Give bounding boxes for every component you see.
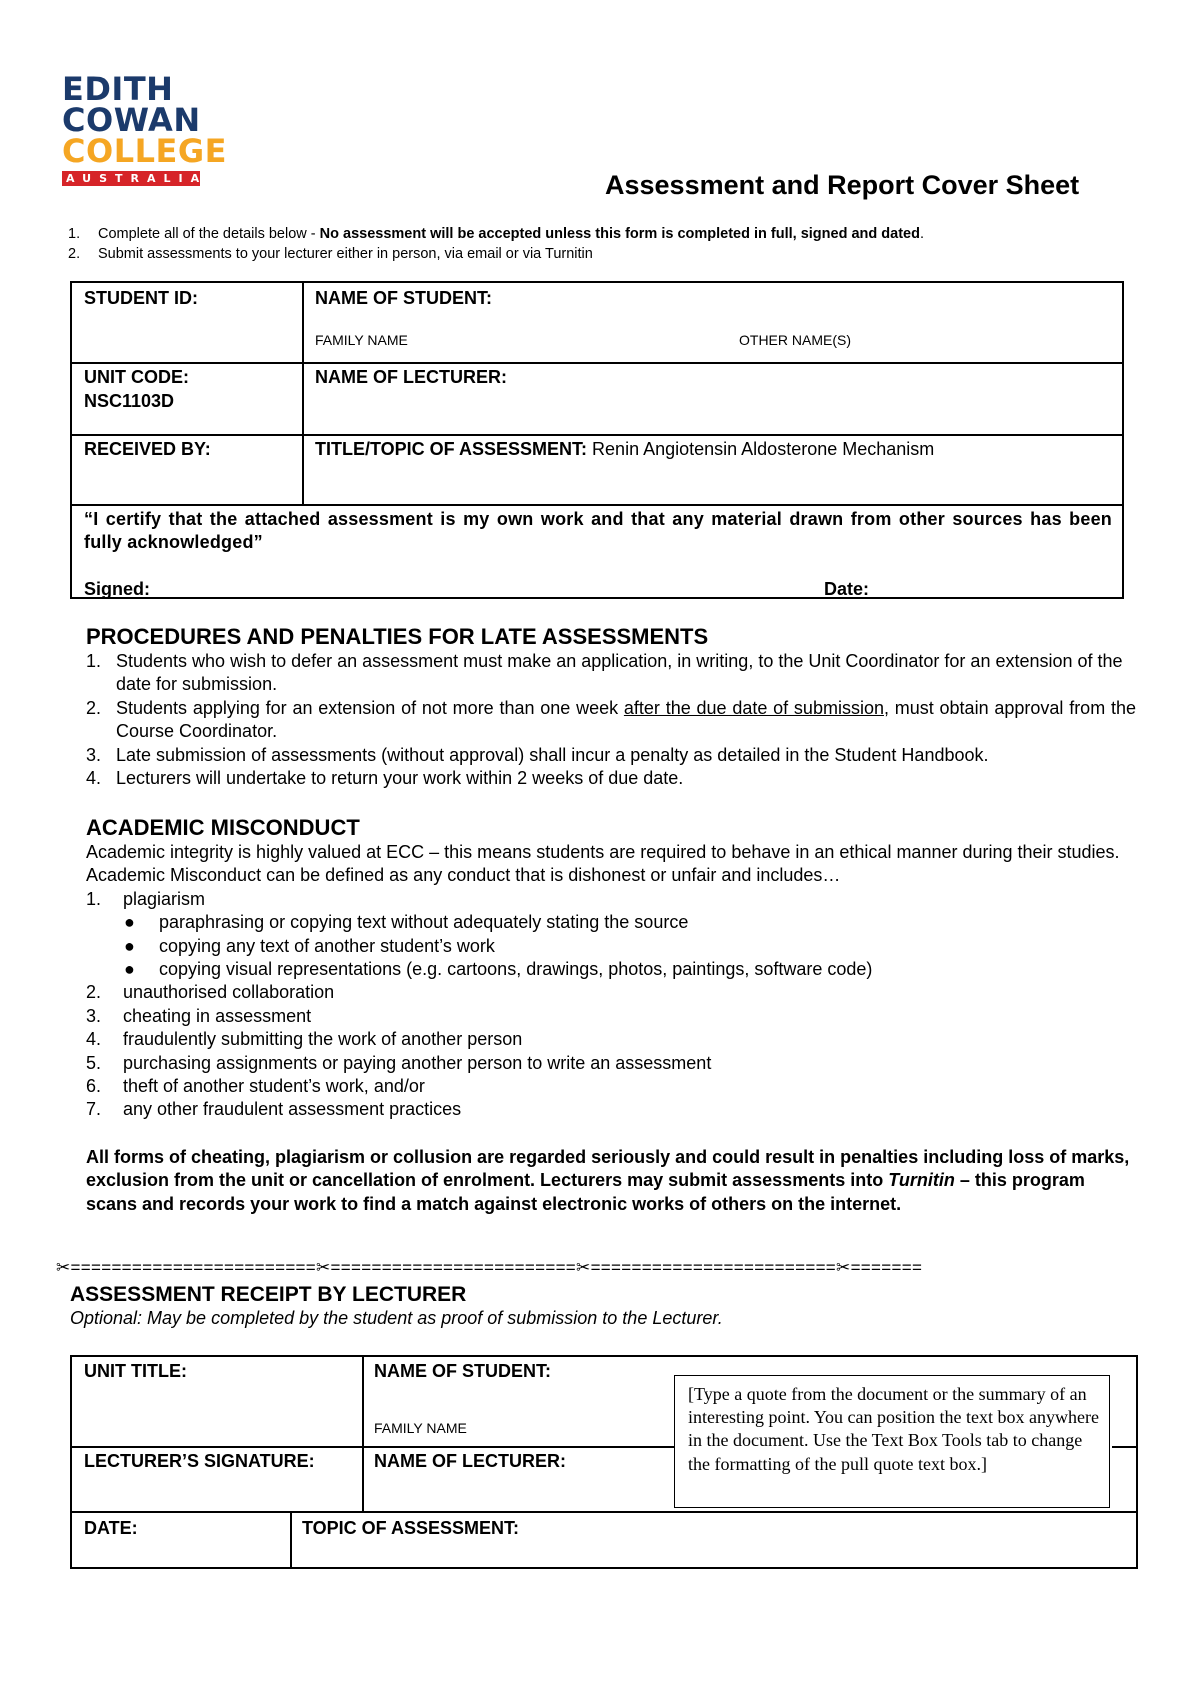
family-name-caption: FAMILY NAME <box>374 1420 467 1436</box>
assessment-topic-label: TITLE/TOPIC OF ASSESSMENT: <box>315 439 588 459</box>
section-title: PROCEDURES AND PENALTIES FOR LATE ASSESSMENTS <box>86 624 709 649</box>
student-id-field[interactable]: STUDENT ID: <box>84 288 198 308</box>
bullet-icon: ● <box>124 912 135 933</box>
item-text: Late submission of assessments (without approval) shall incur a penalty as detailed in the Student Handbook. <box>116 744 989 765</box>
instruction-bold-text: No assessment will be accepted unless this form is completed in full, signed and dated <box>319 226 920 242</box>
certification-statement: “I certify that the attached assessment is my own work and that any material drawn from other sources has been fully acknowledged” <box>84 509 1112 553</box>
list-item <box>86 1098 1136 1121</box>
item-text: cheating in assessment <box>123 1005 312 1026</box>
item-text: Students applying for an extension of not more than one week <box>116 697 624 718</box>
table-divider <box>1112 1446 1136 1448</box>
item-text: Students who wish to defer an assessment must make an application, in writing, to the Unit Coordinator for an extension of the date for submission. <box>116 651 1123 695</box>
instruction-text-end: . <box>919 226 924 242</box>
bullet-item <box>86 958 1136 981</box>
logo-line-college: COLLEGE <box>62 132 227 170</box>
item-number: 2. <box>86 697 102 718</box>
table-divider <box>290 1511 292 1567</box>
item-number: 3. <box>86 744 102 765</box>
unit-title-field[interactable]: UNIT TITLE: <box>84 1361 187 1381</box>
list-item <box>86 767 1136 790</box>
list-item <box>86 888 1136 911</box>
item-number: 5. <box>86 1052 102 1073</box>
item-text: plagiarism <box>123 888 206 909</box>
item-text: theft of another student’s work, and/or <box>123 1076 425 1097</box>
item-text: Lecturers will undertake to return your work within 2 weeks of due date. <box>116 768 684 789</box>
date-field[interactable]: Date: <box>824 579 870 599</box>
received-by-field[interactable]: RECEIVED BY: <box>84 439 211 459</box>
item-number: 4. <box>86 1029 102 1050</box>
item-number: 1. <box>86 651 102 671</box>
assessment-topic-field[interactable] <box>315 438 934 461</box>
bullet-item <box>86 911 1136 934</box>
item-text: any other fraudulent assessment practices <box>123 1099 462 1120</box>
item-number: 6. <box>86 1076 102 1097</box>
item-number: 7. <box>86 1099 102 1120</box>
item-text: fraudulently submitting the work of another person <box>123 1029 523 1050</box>
list-item <box>86 1005 1136 1028</box>
college-logo <box>62 70 227 186</box>
lecturer-name-field[interactable]: NAME OF LECTURER: <box>315 367 507 387</box>
other-names-caption: OTHER NAME(S) <box>739 332 851 348</box>
item-number: 4. <box>86 768 102 789</box>
item-number: 2. <box>86 982 102 1003</box>
cover-details-table <box>70 281 1124 599</box>
item-text: , must obtain approval from the Course Coordinator. <box>116 697 1136 742</box>
receipt-lecturer-name-field[interactable]: NAME OF LECTURER: <box>374 1451 566 1471</box>
table-divider <box>362 1357 364 1512</box>
lecturer-signature-field[interactable]: LECTURER’S SIGNATURE: <box>84 1451 315 1471</box>
list-item <box>86 981 1136 1004</box>
bullet-icon: ● <box>124 959 135 980</box>
student-name-field[interactable]: NAME OF STUDENT: <box>315 288 492 308</box>
warning-text: – this program scans and records your work to find a match against electronic works of others on the internet. <box>86 1170 1085 1214</box>
bullet-icon: ● <box>124 935 135 956</box>
late-assessments-section <box>86 624 1136 790</box>
table-divider <box>72 504 1122 506</box>
instructions-list <box>68 224 924 264</box>
family-name-caption: FAMILY NAME <box>315 332 408 348</box>
item-text: purchasing assignments or paying another person to write an assessment <box>123 1052 712 1073</box>
signed-field[interactable]: Signed: <box>84 579 150 599</box>
cut-line: ✂========================✂========================✂========================✂======= <box>56 1258 923 1277</box>
academic-misconduct-section <box>86 815 1136 1122</box>
section-title: ACADEMIC MISCONDUCT <box>86 815 360 840</box>
item-text: copying visual representations (e.g. cartoons, drawings, photos, paintings, software code) <box>159 959 873 980</box>
instruction-text: Submit assessments to your lecturer either in person, via email or via Turnitin <box>98 246 593 262</box>
list-item <box>86 1028 1136 1051</box>
warning-text: All forms of cheating, plagiarism or collusion are regarded seriously and could result in penalties including loss of marks, exclusion from the unit or cancellation of enrolment. Lecturers may submit assessments into <box>86 1147 1130 1191</box>
item-text: unauthorised collaboration <box>123 982 335 1003</box>
pull-quote-text-box[interactable]: [Type a quote from the document or the summary of an interesting point. You can position the text box anywhere in the document. Use the Text Box Tools tab to change the formatting of the pull quote text box.] <box>674 1375 1110 1508</box>
logo-line-cowan: COWAN <box>62 101 201 139</box>
receipt-date-field[interactable]: DATE: <box>84 1518 138 1538</box>
list-item <box>86 744 1136 767</box>
table-divider <box>72 434 1122 436</box>
item-text: copying any text of another student’s work <box>159 935 495 956</box>
item-number: 1. <box>86 888 102 909</box>
table-divider <box>72 362 1122 364</box>
instruction-number: 1. <box>68 226 81 242</box>
table-divider <box>72 1511 1136 1513</box>
logo-line-australia: AUSTRALIA <box>62 171 200 186</box>
misconduct-warning <box>86 1146 1136 1216</box>
instruction-item <box>68 244 924 264</box>
table-divider <box>302 283 304 506</box>
table-divider <box>72 1446 677 1448</box>
item-number: 3. <box>86 1005 102 1026</box>
list-item <box>86 1052 1136 1075</box>
assessment-topic-value[interactable]: Renin Angiotensin Aldosterone Mechanism <box>592 439 935 459</box>
instruction-text: Complete all of the details below - <box>98 226 320 242</box>
warning-italic-text: Turnitin <box>888 1170 955 1191</box>
misconduct-intro: Academic integrity is highly valued at ECC – this means students are required to behave in an ethical manner during their studies. Academic Misconduct can be defined as any conduct that is dishonest or unfair and includes… <box>86 842 1120 886</box>
unit-code-label: UNIT CODE: <box>84 367 189 387</box>
list-item <box>86 697 1136 744</box>
unit-code-value[interactable]: NSC1103D <box>84 391 175 411</box>
instruction-number: 2. <box>68 246 81 262</box>
page-title: Assessment and Report Cover Sheet <box>605 170 1080 200</box>
receipt-topic-field[interactable]: TOPIC OF ASSESSMENT: <box>302 1518 520 1538</box>
bullet-item <box>86 935 1136 958</box>
instruction-item <box>68 224 924 244</box>
list-item <box>86 650 1136 697</box>
receipt-subtitle: Optional: May be completed by the student as proof of submission to the Lecturer. <box>70 1308 723 1328</box>
item-underlined-text: after the due date of submission <box>623 697 884 718</box>
list-item <box>86 1075 1136 1098</box>
item-text: paraphrasing or copying text without adequately stating the source <box>159 912 689 933</box>
receipt-title: ASSESSMENT RECEIPT BY LECTURER <box>70 1283 467 1306</box>
receipt-student-name-field[interactable]: NAME OF STUDENT: <box>374 1361 551 1381</box>
logo-line-edith: EDITH <box>62 70 174 108</box>
